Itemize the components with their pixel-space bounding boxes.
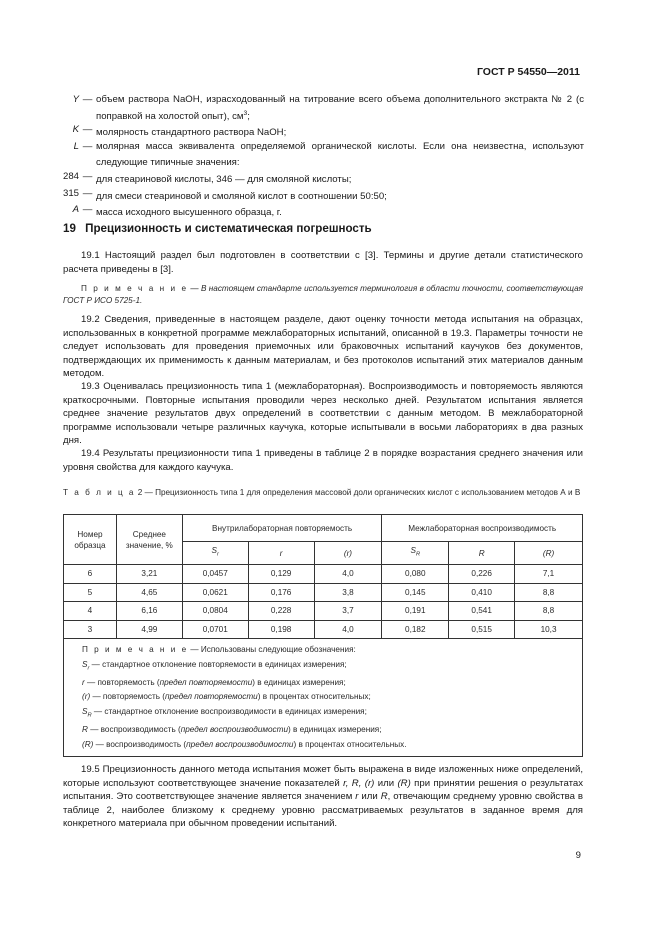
table-cell: 0,228	[248, 602, 314, 621]
variable-dash: —	[82, 94, 93, 105]
table-legend	[64, 639, 583, 757]
table-cell: 0,0701	[182, 620, 248, 639]
variable-dash: —	[82, 140, 93, 152]
table-cell: 3,21	[116, 565, 182, 584]
variable-text: молярная масса эквивалента определяемой органической кислоты. Если она неизвестна, используют следующие типичные значения:	[96, 140, 584, 169]
table-cell: 0,515	[449, 620, 515, 639]
table-cell: 6,16	[116, 602, 182, 621]
variable-definition	[44, 140, 584, 170]
precision-table	[63, 514, 583, 757]
header-r: r	[248, 542, 314, 565]
table-cell: 0,541	[449, 602, 515, 621]
table-cell: 7,1	[515, 565, 583, 584]
table-cell: 0,198	[248, 620, 314, 639]
table-cell: 4,99	[116, 620, 182, 639]
note-text: — В настоящем стандарте используется терминология в области точности, соответствующая ГОСТ Р ИСО 5725-1.	[63, 284, 583, 305]
paragraph-19-2: 19.2 Сведения, приведенные в настоящем разделе, дают оценку точности метода испытания на образцах, использованных в конкретной программе межлабораторных испытаний, описанной в 19.3. Параметры точности не следует использовать для проведения приемочных или браковочных испытаний каучуков без документов, подтверждающих их применимость к данным материалам, и без протоколов испытаний этих материалов данным методом.	[63, 314, 583, 379]
variable-symbol: 315	[62, 187, 79, 199]
legend-item: $S_r$ — стандартное отклонение повторяемости в единицах измерения;	[82, 659, 347, 672]
variable-definition	[44, 187, 584, 204]
variable-text: масса исходного высушенного образца, г.	[96, 207, 282, 219]
variable-definition	[44, 123, 584, 140]
variable-text: объем раствора NaOH, израсходованный на титрование всего объема дополнительного экстракта № 2 (с поправкой на холостой опыт), $см^3$;	[96, 94, 584, 122]
variable-dash: —	[82, 204, 93, 216]
legend-item: (r) — повторяемость (предел повторяемости) в процентах относительных;	[82, 692, 371, 702]
header-r-percent: (r)	[314, 542, 382, 565]
variable-symbol: L	[73, 140, 79, 152]
header-sample-number: Номер образца	[64, 515, 117, 565]
variable-definition	[44, 170, 584, 187]
header-between-lab: Межлабораторная воспроизводимость	[382, 515, 583, 542]
variable-definition	[44, 93, 584, 123]
page-number: 9	[575, 850, 581, 861]
variable-dash: —	[82, 124, 93, 136]
table-caption-text: 2 — Прецизионность типа 1 для определения массовой доли органических кислот с использованием методов А и В	[135, 488, 581, 497]
table-cell: 0,0621	[182, 583, 248, 602]
variable-symbol: 284	[62, 171, 79, 183]
table-cell: 10,3	[515, 620, 583, 639]
table-cell: 0,129	[248, 565, 314, 584]
table-cell: 8,8	[515, 602, 583, 621]
table-caption-label: Т а б л и ц а	[63, 488, 136, 497]
table-cell: 0,410	[449, 583, 515, 602]
note-terminology	[63, 283, 583, 307]
variable-text: для стеариновой кислоты, 346 — для смоляной кислоты;	[96, 174, 352, 186]
table-caption	[63, 487, 583, 499]
legend-title: П р и м е ч а н и е — Использованы следующие обозначения:	[82, 645, 356, 654]
variable-definition	[44, 203, 584, 220]
variable-dash: —	[82, 187, 93, 199]
legend-item: r — повторяемость (предел повторяемости) в единицах измерения;	[82, 677, 346, 687]
table-cell: 0,182	[382, 620, 449, 639]
table-cell: 4,65	[116, 583, 182, 602]
table-cell: 0,226	[449, 565, 515, 584]
table-cell: 6	[64, 565, 117, 584]
standard-header: ГОСТ Р 54550—2011	[476, 66, 580, 78]
header-mean-value: Среднее значение, %	[116, 515, 182, 565]
table-cell: 0,0804	[182, 602, 248, 621]
variable-dash: —	[82, 171, 93, 183]
variable-symbol: Y	[72, 94, 79, 105]
table-cell: 3	[64, 620, 117, 639]
paragraph-19-5: 19.5 Прецизионность данного метода испытания может быть выражена в виде изложенных ниже определений, которые используют соответствующее значение показателей r, R, (r) или (R) при принятии решения о результатах испытания. Это соответствующее значение является значением r или R, отвечающим среднему уровню свойства в таблице 2, наиболее близкому к среднему уровню рассматриваемых результатов в заданное время для конкретного материала при обычном проведении испытаний.	[63, 764, 584, 829]
variable-symbol: K	[72, 124, 79, 136]
variable-text: для смеси стеариновой и смоляной кислот в соотношении 50:50;	[96, 190, 387, 202]
variable-list	[44, 93, 584, 220]
table-cell: 3,7	[314, 602, 382, 621]
table-row	[64, 620, 583, 639]
table-cell: 0,145	[382, 583, 449, 602]
section-heading	[63, 222, 372, 235]
header-R: R	[449, 542, 515, 565]
paragraph-19-4: 19.4 Результаты прецизионности типа 1 приведены в таблице 2 в порядке возрастания среднего значения или уровня свойства для каждого каучука.	[63, 448, 583, 473]
table-cell: 0,191	[382, 602, 449, 621]
variable-symbol: A	[72, 204, 79, 216]
table-cell: 0,080	[382, 565, 449, 584]
table-cell: 3,8	[314, 583, 382, 602]
section-title-text: Прецизионность и систематическая погрешность	[85, 222, 372, 235]
note-label: П р и м е ч а н и е	[81, 284, 189, 293]
table-cell: 0,176	[248, 583, 314, 602]
variable-text: молярность стандартного раствора NaOH;	[96, 127, 287, 139]
legend-item: $S_R$ — стандартное отклонение воспроизводимости в единицах измерения;	[82, 707, 367, 719]
legend-item: R — воспроизводимость (предел воспроизводимости) в единицах измерения;	[82, 725, 382, 735]
legend-item: (R) — воспроизводимость (предел воспроизводимости) в процентах относительных.	[82, 739, 407, 749]
paragraph-19-1: 19.1 Настоящий раздел был подготовлен в соответствии с [3]. Термины и другие детали статистического расчета приведены в [3].	[63, 250, 583, 275]
header-sR: $S_R$	[382, 542, 449, 565]
table-row	[64, 602, 583, 621]
table-row	[64, 565, 583, 584]
paragraph-19-3: 19.3 Оценивалась прецизионность типа 1 (межлабораторная). Воспроизводимость и повторяемость являются краткосрочными. Повторные испытания проводили через несколько дней. Результатом испытания является среднее значение результатов двух определений в соответствии с данным методом. В межлабораторной программе использовали четыре различных каучука, которые испытывали в восьми лабораториях в два разных дня.	[63, 381, 583, 446]
table-cell: 8,8	[515, 583, 583, 602]
table-row	[64, 583, 583, 602]
header-R-percent: (R)	[515, 542, 583, 565]
section-number: 19	[63, 222, 76, 235]
header-sr: $S_r$	[182, 542, 248, 565]
table-cell: 5	[64, 583, 117, 602]
header-within-lab: Внутрилабораторная повторяемость	[182, 515, 382, 542]
table-cell: 4,0	[314, 620, 382, 639]
table-cell: 0,0457	[182, 565, 248, 584]
table-cell: 4	[64, 602, 117, 621]
table-cell: 4,0	[314, 565, 382, 584]
